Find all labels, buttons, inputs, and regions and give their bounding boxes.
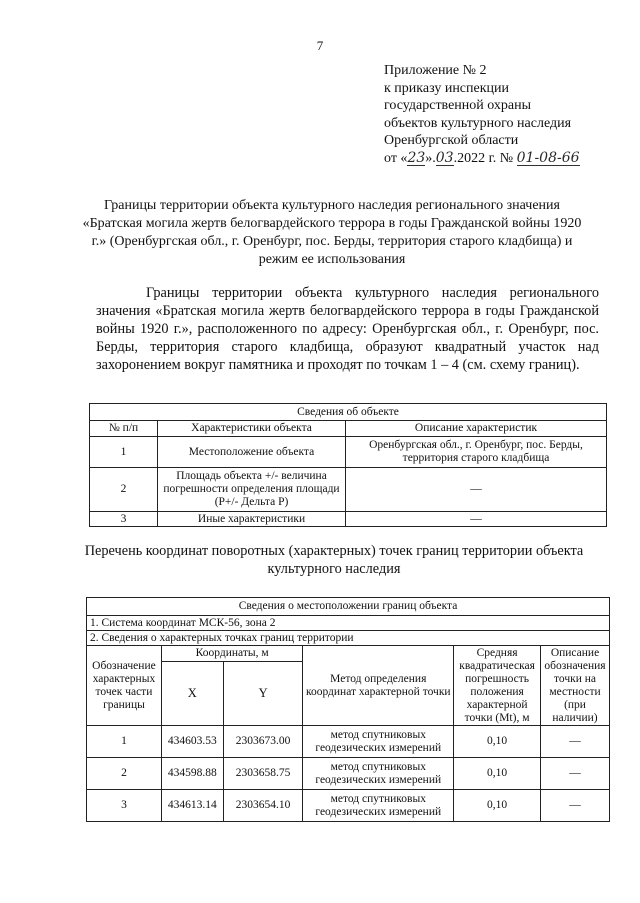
header-cell: Описание характеристик xyxy=(346,421,607,437)
table-row xyxy=(90,512,607,527)
appendix-line: Приложение № 2 xyxy=(384,63,487,78)
table-row xyxy=(90,437,607,468)
body-paragraph: Границы территории объекта культурного наследия регионального значения «Братская могила жертв белогвардейского террора в годы Гражданской войны 1920 г.», расположенного по адресу: Оренбургская обл., г. Оренбург, пос. Берды, территория старого кладбища, образуют квадратный участок над захоронением вокруг памятника и проходят по точкам 1 – 4 (см. схему границ). xyxy=(96,285,599,373)
header-coords: Координаты, м xyxy=(161,646,303,662)
appendix-date-line xyxy=(384,150,624,168)
header-cell: № п/п xyxy=(90,421,158,437)
row-value: — xyxy=(346,468,607,512)
point-id: 3 xyxy=(87,790,162,822)
appendix-line: государственной охраны xyxy=(384,98,532,113)
method: метод спутниковых геодезических измерений xyxy=(303,758,454,790)
row-name: Местоположение объекта xyxy=(158,437,346,468)
handwritten-day: 23 xyxy=(407,149,426,166)
header-method: Метод определения координат характерной точки xyxy=(303,646,454,726)
table-row xyxy=(90,468,607,512)
error: 0,10 xyxy=(454,758,541,790)
appendix-line: Оренбургской области xyxy=(384,133,519,148)
header-y: Y xyxy=(223,662,303,726)
date-mid: ». xyxy=(425,150,436,166)
table-row xyxy=(87,758,610,790)
header-x: X xyxy=(161,662,223,726)
document-title: Границы территории объекта культурного наследия регионального значения «Братская могила жертв белогвардейского террора в годы Гражданской войны 1920 г.» (Оренбургская обл., г. Оренбург, пос. Берды, территория старого кладбища) и режим ее использования xyxy=(82,198,582,267)
error: 0,10 xyxy=(454,790,541,822)
table-row xyxy=(87,790,610,822)
object-info-table xyxy=(89,403,607,527)
row-value: — xyxy=(346,512,607,527)
header-cell: Характеристики объекта xyxy=(158,421,346,437)
page-number: 7 xyxy=(316,38,324,53)
method: метод спутниковых геодезических измерений xyxy=(303,790,454,822)
appendix-line: объектов культурного наследия xyxy=(384,115,572,131)
point-id: 2 xyxy=(87,758,162,790)
points-subtitle: 2. Сведения о характерных точках границ территории xyxy=(87,631,610,646)
coordinate-system: 1. Система координат МСК-56, зона 2 xyxy=(87,616,610,631)
table-caption: Сведения об объекте xyxy=(90,404,607,421)
row-name: Иные характеристики xyxy=(158,512,346,527)
coord-x: 434598.88 xyxy=(161,758,223,790)
coord-y: 2303673.00 xyxy=(223,726,303,758)
handwritten-order-number: 01-08-66 xyxy=(516,149,580,166)
header-point: Обозначение характерных точек части границы xyxy=(87,646,162,726)
header-marking: Описание обозначения точки на местности (при наличии) xyxy=(541,646,610,726)
marking: — xyxy=(541,758,610,790)
date-prefix: от « xyxy=(384,150,408,166)
appendix-line: к приказу инспекции xyxy=(384,80,510,96)
row-number: 2 xyxy=(90,468,158,512)
coord-y: 2303654.10 xyxy=(223,790,303,822)
point-id: 1 xyxy=(87,726,162,758)
coord-y: 2303658.75 xyxy=(223,758,303,790)
row-number: 3 xyxy=(90,512,158,527)
row-value: Оренбургская обл., г. Оренбург, пос. Берды, территория старого кладбища xyxy=(346,437,607,468)
row-name: Площадь объекта +/- величина погрешности определения площади (P+/- Дельта P) xyxy=(158,468,346,512)
row-number: 1 xyxy=(90,437,158,468)
coordinates-table xyxy=(86,597,610,822)
error: 0,10 xyxy=(454,726,541,758)
table-caption: Сведения о местоположении границ объекта xyxy=(87,598,610,616)
marking: — xyxy=(541,726,610,758)
date-year: .2022 г. № xyxy=(453,150,514,166)
coord-x: 434613.14 xyxy=(161,790,223,822)
method: метод спутниковых геодезических измерений xyxy=(303,726,454,758)
handwritten-month: 03 xyxy=(435,149,454,166)
coord-x: 434603.53 xyxy=(161,726,223,758)
appendix-header xyxy=(384,62,624,167)
marking: — xyxy=(541,790,610,822)
header-error: Средняя квадратическая погрешность положения характерной точки (Mt), м xyxy=(454,646,541,726)
table-row xyxy=(87,726,610,758)
section-title: Перечень координат поворотных (характерных) точек границ территории объекта культурного наследия xyxy=(84,543,584,577)
